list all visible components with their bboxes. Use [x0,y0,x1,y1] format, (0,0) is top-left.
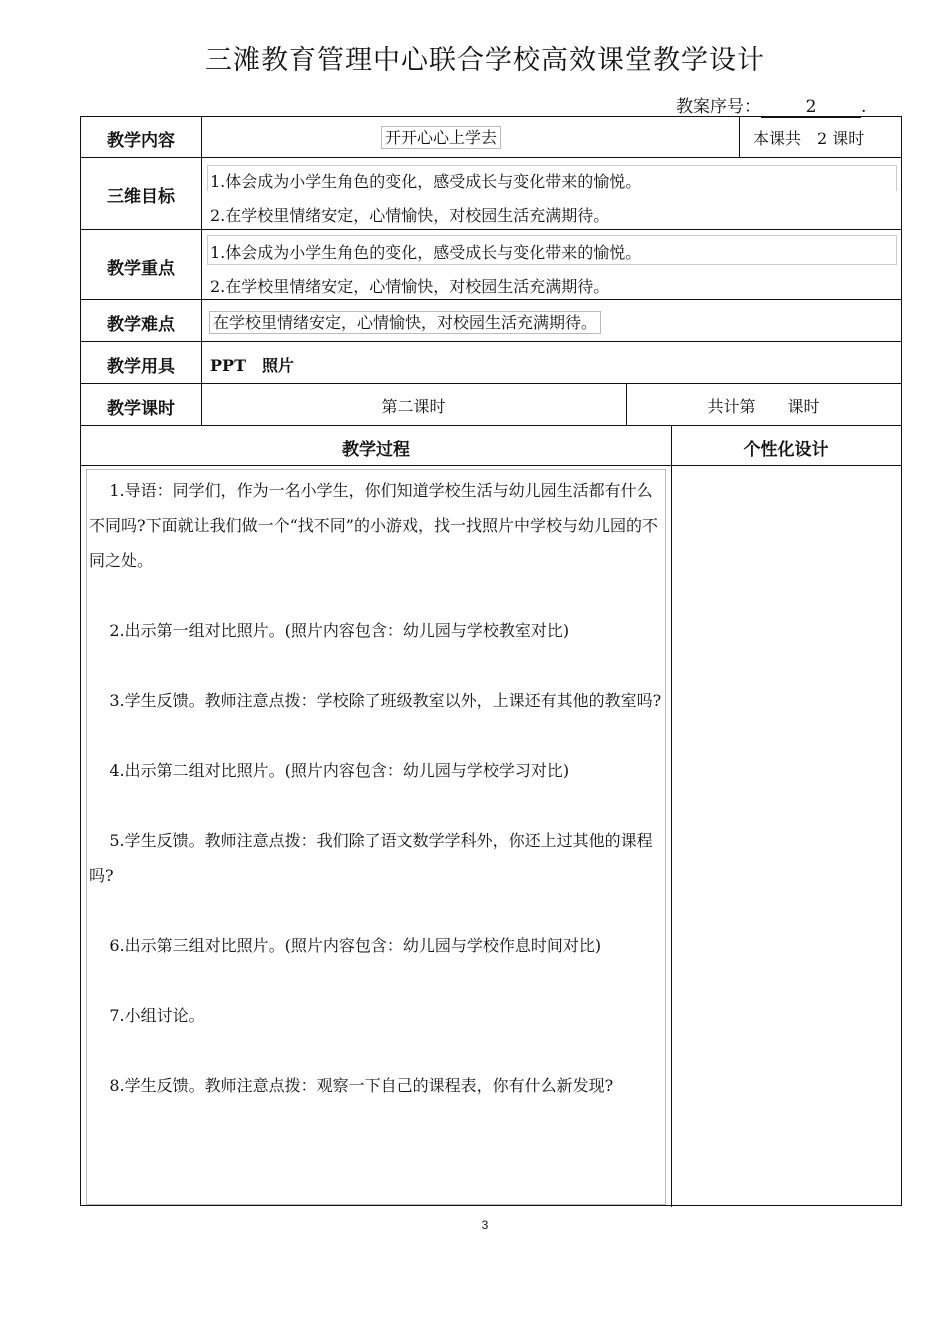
document-title: 三滩教育管理中心联合学校高效课堂教学设计 [205,45,765,76]
process-step: 1.导语：同学们，作为一名小学生，你们知道学校生活与幼儿园生活都有什么不同吗?下面就让我们做一个“找不同”的小游戏，找一找照片中学校与幼儿园的不同之处。 [89,481,658,570]
column-divider [201,117,202,425]
row-divider [81,383,901,384]
column-divider [671,425,672,1207]
difficulty-label: 教学难点 [107,315,175,335]
goals-label: 三维目标 [107,187,175,207]
process-step: 3.学生反馈。教师注意点拨：学校除了班级教室以外，上课还有其他的教室吗? [109,691,662,710]
process-step: 2.出示第一组对比照片。(照片内容包含：幼儿园与学校教室对比) [109,621,570,640]
lesson-number [676,92,866,118]
total-periods: 本课共 2 课时 [753,129,865,148]
row-divider [81,341,901,342]
process-step: 8.学生反馈。教师注意点拨：观察一下自己的课程表，你有什么新发现? [109,1076,614,1095]
tools-label: 教学用具 [107,357,175,377]
row-divider [81,229,901,230]
lesson-plan-table [80,116,902,1206]
process-step: 5.学生反馈。教师注意点拨：我们除了语文数学学科外，你还上过其他的课程吗? [89,831,653,885]
difficulty-value [209,310,601,333]
process-step: 6.出示第三组对比照片。(照片内容包含：幼儿园与学校作息时间对比) [109,936,602,955]
key-point-item: 2.在学校里情绪安定，心情愉快，对校园生活充满期待。 [210,277,610,296]
process-step: 4.出示第二组对比照片。(照片内容包含：幼儿园与学校学习对比) [109,761,570,780]
row-divider [81,299,901,300]
design-header: 个性化设计 [743,440,829,460]
process-step: 7.小组讨论。 [109,1006,205,1025]
content-value [381,125,501,148]
process-steps [89,473,663,1138]
row-divider [81,425,901,426]
lesson-number-value: 2 [761,97,861,118]
key-points-label: 教学重点 [107,259,175,279]
goal-item: 1.体会成为小学生角色的变化，感受成长与变化带来的愉悦。 [210,172,642,191]
process-header: 教学过程 [342,440,410,460]
goal-item: 2.在学校里情绪安定，心情愉快，对校园生活充满期待。 [210,206,610,225]
page-number: 3 [481,1218,489,1232]
key-point-item: 1.体会成为小学生角色的变化，感受成长与变化带来的愉悦。 [210,243,642,262]
column-divider [739,117,740,157]
tools-value: PPT 照片 [210,356,294,375]
period-label: 教学课时 [107,399,175,419]
lesson-number-tail: . [861,97,867,117]
difficulty-value-text: 在学校里情绪安定，心情愉快，对校园生活充满期待。 [209,311,601,334]
content-label: 教学内容 [107,131,175,151]
row-divider [81,157,901,158]
content-value-text: 开开心心上学去 [381,126,501,149]
period-value: 第二课时 [381,397,446,416]
row-divider [81,465,901,466]
lesson-number-label: 教案序号： [676,97,761,117]
period-count: 共计第 课时 [707,397,820,416]
